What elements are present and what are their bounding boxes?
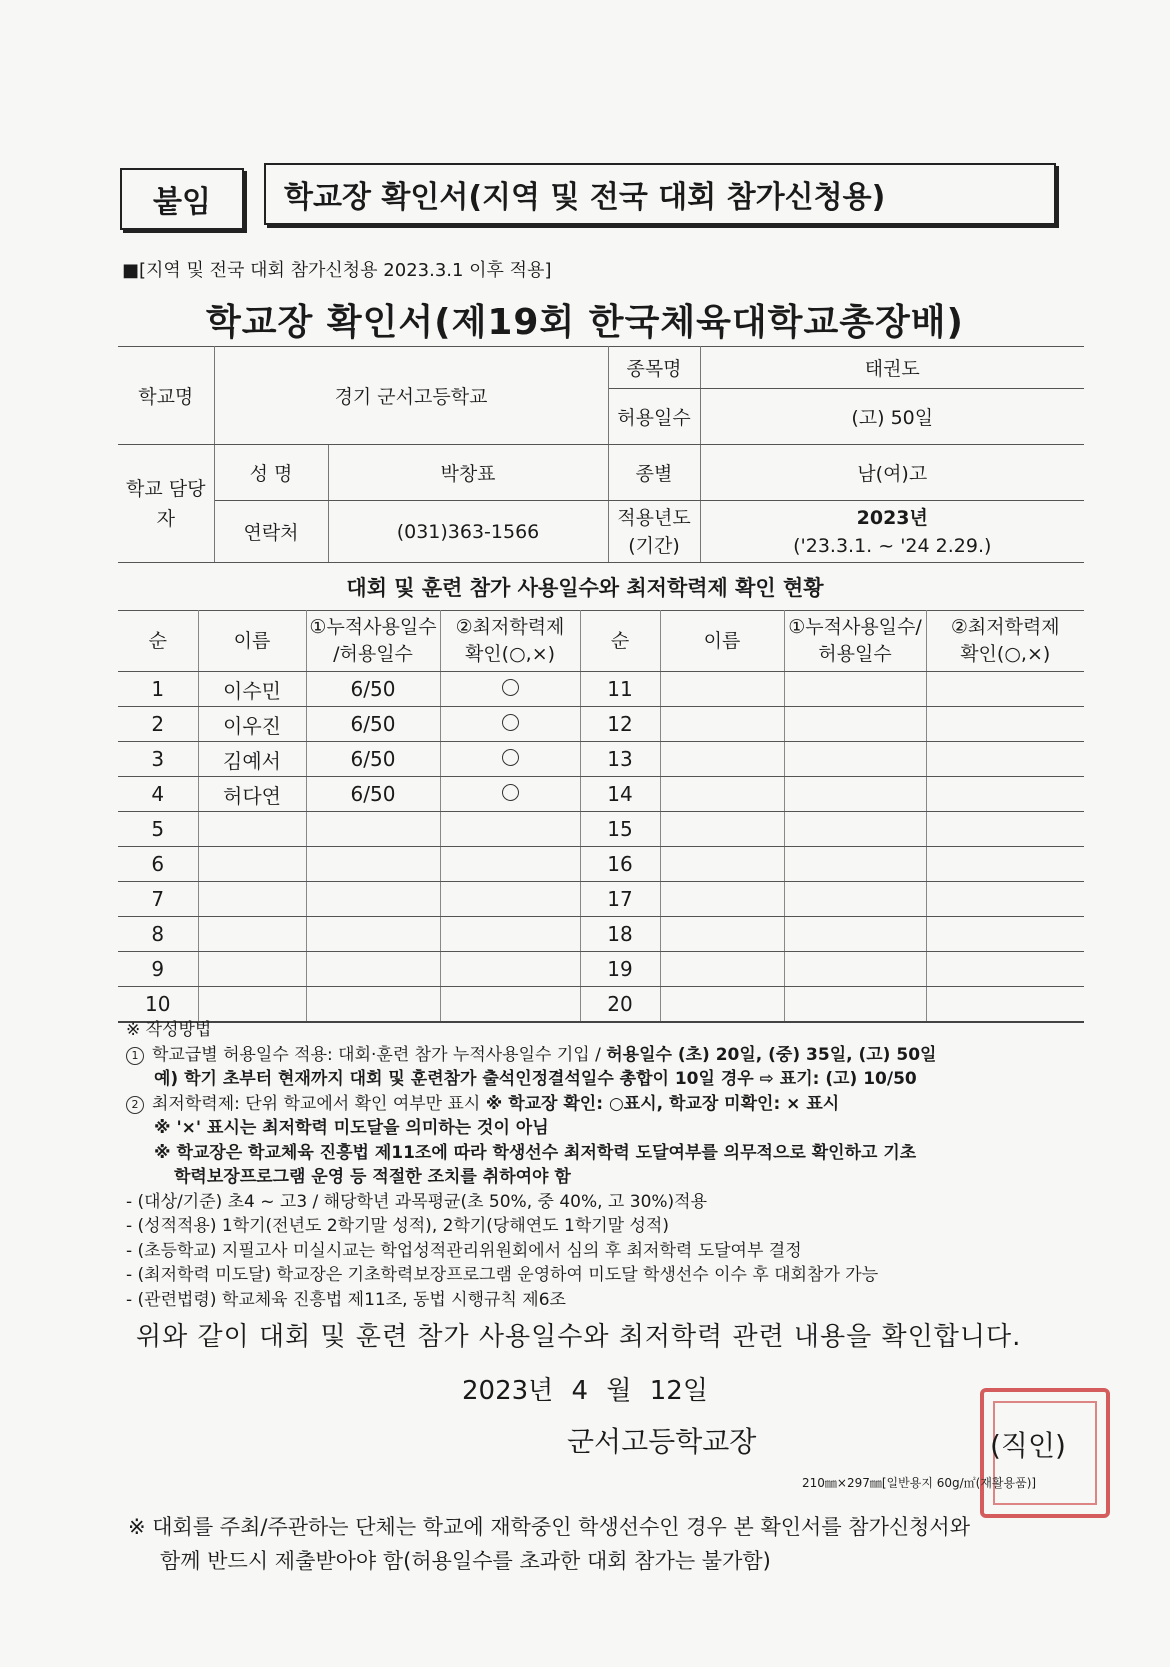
academic-check (440, 952, 580, 987)
note-2-line-1 (126, 1092, 1086, 1117)
row-no: 1 (118, 672, 198, 707)
academic-check-2 (926, 812, 1084, 847)
header-check2-line2: 확인(○,×) (960, 643, 1051, 665)
header-days-2 (784, 611, 926, 672)
page-title: 학교장 확인서(제19회 한국체육대학교총장배) (205, 302, 965, 343)
row-no-2: 20 (580, 987, 660, 1023)
note-1-text: 학교급별 허용일수 적용: 대회·훈련 참가 누적사용일수 기입 / (152, 1044, 607, 1065)
event-value: 태권도 (700, 347, 1084, 389)
row-no: 4 (118, 777, 198, 812)
student-name-2 (660, 707, 784, 742)
header-check-line1: ②최저학력제 (455, 616, 565, 638)
table-row (118, 917, 1084, 952)
academic-check-2 (926, 987, 1084, 1023)
student-name-2 (660, 672, 784, 707)
contact-person-label: 학교 담당자 (118, 445, 214, 563)
days-used: 6/50 (306, 707, 440, 742)
detail-grades: - (성적적용) 1학기(전년도 2학기말 성적), 2학기(당해연도 1학기말 성적) (126, 1216, 669, 1236)
student-name-2 (660, 847, 784, 882)
days-used (306, 812, 440, 847)
detail-target: - (대상/기준) 초4 ~ 고3 / 해당학년 과목평균(초 50%, 중 40%, 고 30%)적용 (126, 1191, 708, 1212)
days-used-2 (784, 882, 926, 917)
instructions (126, 1018, 1086, 1312)
student-name (198, 882, 306, 917)
table-row (118, 812, 1084, 847)
table-row (118, 847, 1084, 882)
student-name (198, 917, 306, 952)
academic-check-2 (926, 952, 1084, 987)
period-year: 2023년 (856, 506, 928, 529)
row-no-2: 18 (580, 917, 660, 952)
student-name-2 (660, 952, 784, 987)
phone-label: 연락처 (214, 501, 328, 563)
academic-check (440, 987, 580, 1023)
academic-check (440, 812, 580, 847)
days-used: 6/50 (306, 742, 440, 777)
header-days-line2: /허용일수 (333, 643, 413, 665)
days-used-2 (784, 672, 926, 707)
table-row (118, 742, 1084, 777)
row-no: 6 (118, 847, 198, 882)
row-no: 7 (118, 882, 198, 917)
row-no: 10 (118, 987, 198, 1023)
academic-check (440, 672, 580, 707)
row-no: 3 (118, 742, 198, 777)
detail-not-met: - (최저학력 미도달) 학교장은 기초학력보장프로그램 운영하여 미도달 학생선수 이수 후 대회참가 가능 (126, 1265, 879, 1285)
student-name (198, 847, 306, 882)
instructions-heading: ※ 작성방법 (126, 1020, 212, 1040)
row-no: 5 (118, 812, 198, 847)
student-name-2 (660, 812, 784, 847)
row-no: 9 (118, 952, 198, 987)
academic-check-2 (926, 847, 1084, 882)
check-circle-icon (502, 749, 519, 766)
principal-title: 군서고등학교장 (567, 1425, 757, 1458)
days-used-2 (784, 917, 926, 952)
student-name: 김예서 (198, 742, 306, 777)
detail-elementary: - (초등학교) 지필고사 미실시교는 학업성적관리위원회에서 심의 후 최저학력 도달여부 결정 (126, 1240, 802, 1261)
student-name-2 (660, 917, 784, 952)
category-label: 종별 (608, 445, 700, 501)
header-days-line1: ①누적사용일수 (309, 616, 437, 638)
footnote (128, 1510, 1088, 1578)
paper-spec: 210㎜×297㎜[일반용지 60g/㎡(재활용품)] (802, 1476, 1037, 1490)
header-no-2: 순 (580, 611, 660, 672)
event-label: 종목명 (608, 347, 700, 389)
academic-check-2 (926, 672, 1084, 707)
check-circle-icon (502, 784, 519, 801)
note-2-number: 2 (126, 1096, 144, 1114)
note-1-number: 1 (126, 1047, 144, 1065)
academic-check (440, 847, 580, 882)
academic-check (440, 742, 580, 777)
row-no-2: 14 (580, 777, 660, 812)
days-used (306, 882, 440, 917)
allowed-days-value: (고) 50일 (700, 389, 1084, 445)
row-no: 8 (118, 917, 198, 952)
header-days (306, 611, 440, 672)
header-name-2: 이름 (660, 611, 784, 672)
footnote-line-1: ※ 대회를 주최/주관하는 단체는 학교에 재학중인 학생선수인 경우 본 확인서를 참가신청서와 (128, 1515, 971, 1539)
days-used-2 (784, 847, 926, 882)
students-table (118, 610, 1084, 1023)
row-no-2: 11 (580, 672, 660, 707)
row-no-2: 15 (580, 812, 660, 847)
days-used: 6/50 (306, 777, 440, 812)
row-no-2: 17 (580, 882, 660, 917)
school-label: 학교명 (118, 347, 214, 445)
academic-check-2 (926, 707, 1084, 742)
days-used (306, 917, 440, 952)
academic-check (440, 707, 580, 742)
allowed-days-label: 허용일수 (608, 389, 700, 445)
table-row (118, 672, 1084, 707)
student-name: 이우진 (198, 707, 306, 742)
student-name-2 (660, 777, 784, 812)
note-1-allowed-days: 허용일수 (초) 20일, (중) 35일, (고) 50일 (606, 1044, 937, 1065)
header-check-line2: 확인(○,×) (464, 643, 556, 665)
row-no-2: 16 (580, 847, 660, 882)
academic-check (440, 777, 580, 812)
confirmation-statement: 위와 같이 대회 및 훈련 참가 사용일수와 최저학력 관련 내용을 확인합니다. (136, 1322, 1022, 1352)
table-row (118, 952, 1084, 987)
check-circle-icon (502, 679, 519, 696)
row-no: 2 (118, 707, 198, 742)
days-used-2 (784, 987, 926, 1023)
days-used (306, 987, 440, 1023)
table-row (118, 777, 1084, 812)
note-2-line-4: 학력보장프로그램 운영 등 적절한 조치를 취하여야 함 (174, 1167, 571, 1187)
name-value: 박창표 (328, 445, 608, 501)
student-name: 허다연 (198, 777, 306, 812)
days-used (306, 952, 440, 987)
row-no-2: 19 (580, 952, 660, 987)
note-2-marking: ※ 학교장 확인: ○표시, 학교장 미확인: × 표시 (485, 1093, 840, 1114)
issue-date: 2023년 4 월 12일 (462, 1376, 708, 1406)
days-used-2 (784, 742, 926, 777)
note-2-line-3: ※ 학교장은 학교체육 진흥법 제11조에 따라 학생선수 최저학력 도달여부를 의무적으로 확인하고 기초 (154, 1142, 917, 1163)
student-name: 이수민 (198, 672, 306, 707)
note-1-line-2: 예) 학기 초부터 현재까지 대회 및 훈련참가 출석인정결석일수 총합이 10일 경우 ⇨ 표기: (고) 10/50 (154, 1069, 917, 1089)
footnote-line-2: 함께 반드시 제출받아야 함(허용일수를 초과한 대회 참가는 불가함) (160, 1549, 771, 1573)
student-name (198, 812, 306, 847)
student-name-2 (660, 882, 784, 917)
school-value: 경기 군서고등학교 (214, 347, 608, 445)
header-check2-line1: ②최저학력제 (950, 616, 1060, 638)
academic-check (440, 882, 580, 917)
row-no-2: 13 (580, 742, 660, 777)
days-used-2 (784, 952, 926, 987)
seal-label: (직인) (990, 1429, 1066, 1462)
days-used (306, 847, 440, 882)
academic-check-2 (926, 777, 1084, 812)
table-row (118, 987, 1084, 1023)
header-no: 순 (118, 611, 198, 672)
days-used: 6/50 (306, 672, 440, 707)
header-check (440, 611, 580, 672)
document-box-title: 학교장 확인서(지역 및 전국 대회 참가신청용) (264, 163, 1056, 225)
academic-check (440, 917, 580, 952)
days-used-2 (784, 777, 926, 812)
academic-check-2 (926, 742, 1084, 777)
table-header-row (118, 611, 1084, 672)
period-range: ('23.3.1. ~ '24 2.29.) (793, 534, 992, 557)
student-name (198, 987, 306, 1023)
detail-laws: - (관련법령) 학교체육 진흥법 제11조, 동법 시행규칙 제6조 (126, 1289, 566, 1310)
student-name-2 (660, 742, 784, 777)
table-row (118, 707, 1084, 742)
attachment-tag: 붙임 (120, 168, 244, 230)
header-days2-line2: 허용일수 (818, 643, 892, 665)
student-name-2 (660, 987, 784, 1023)
check-circle-icon (502, 714, 519, 731)
student-name (198, 952, 306, 987)
days-used-2 (784, 707, 926, 742)
info-table (118, 346, 1084, 563)
academic-check-2 (926, 882, 1084, 917)
table-row (118, 882, 1084, 917)
header-days2-line1: ①누적사용일수/ (788, 616, 922, 638)
category-value: 남(여)고 (700, 445, 1084, 501)
note-2-line-2: ※ '×' 표시는 최저학력 미도달을 의미하는 것이 아님 (154, 1118, 549, 1138)
note-2-text: 최저학력제: 단위 학교에서 확인 여부만 표시 (152, 1093, 486, 1114)
header-name: 이름 (198, 611, 306, 672)
applies-note: ■[지역 및 전국 대회 참가신청용 2023.3.1 이후 적용] (122, 260, 552, 281)
row-no-2: 12 (580, 707, 660, 742)
period-value (700, 501, 1084, 563)
section-title: 대회 및 훈련 참가 사용일수와 최저학력제 확인 현황 (346, 576, 824, 600)
days-used-2 (784, 812, 926, 847)
period-label: 적용년도 (기간) (608, 501, 700, 563)
header-check-2 (926, 611, 1084, 672)
name-label: 성 명 (214, 445, 328, 501)
note-1-line-1 (126, 1043, 1086, 1068)
phone-value: (031)363-1566 (328, 501, 608, 563)
academic-check-2 (926, 917, 1084, 952)
